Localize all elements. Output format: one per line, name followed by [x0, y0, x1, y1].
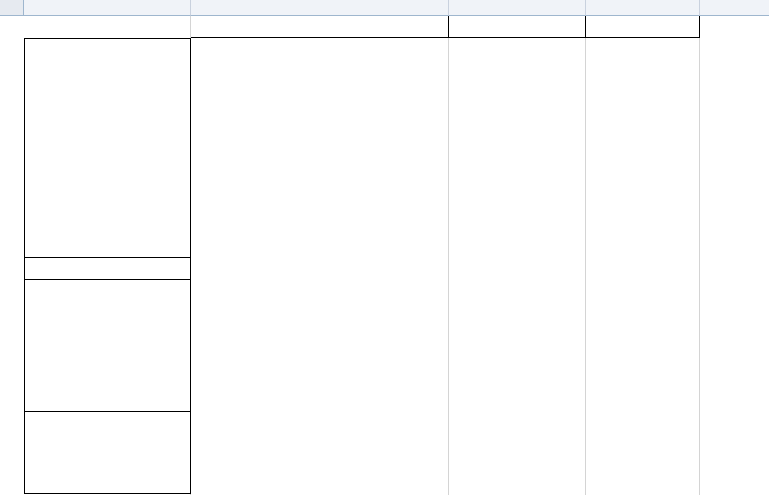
- header-ghi-chu[interactable]: [586, 16, 700, 38]
- gridline: [448, 16, 449, 495]
- group-label-qua-tang[interactable]: [24, 38, 191, 258]
- column-header-e[interactable]: [700, 0, 769, 16]
- gridline: [699, 16, 700, 495]
- header-gia-tien[interactable]: [449, 16, 586, 38]
- header-noi-dung[interactable]: [191, 16, 449, 38]
- column-header-d[interactable]: [586, 0, 700, 16]
- group-label-hoat-dong[interactable]: [24, 280, 191, 412]
- select-all-corner[interactable]: [0, 0, 24, 16]
- gridline: [585, 16, 586, 495]
- column-header-b[interactable]: [191, 0, 449, 16]
- blank-cell-a15[interactable]: [24, 258, 191, 280]
- column-header-a[interactable]: [24, 0, 191, 16]
- blank-cell-a-totals[interactable]: [24, 412, 191, 494]
- column-header-c[interactable]: [449, 0, 586, 16]
